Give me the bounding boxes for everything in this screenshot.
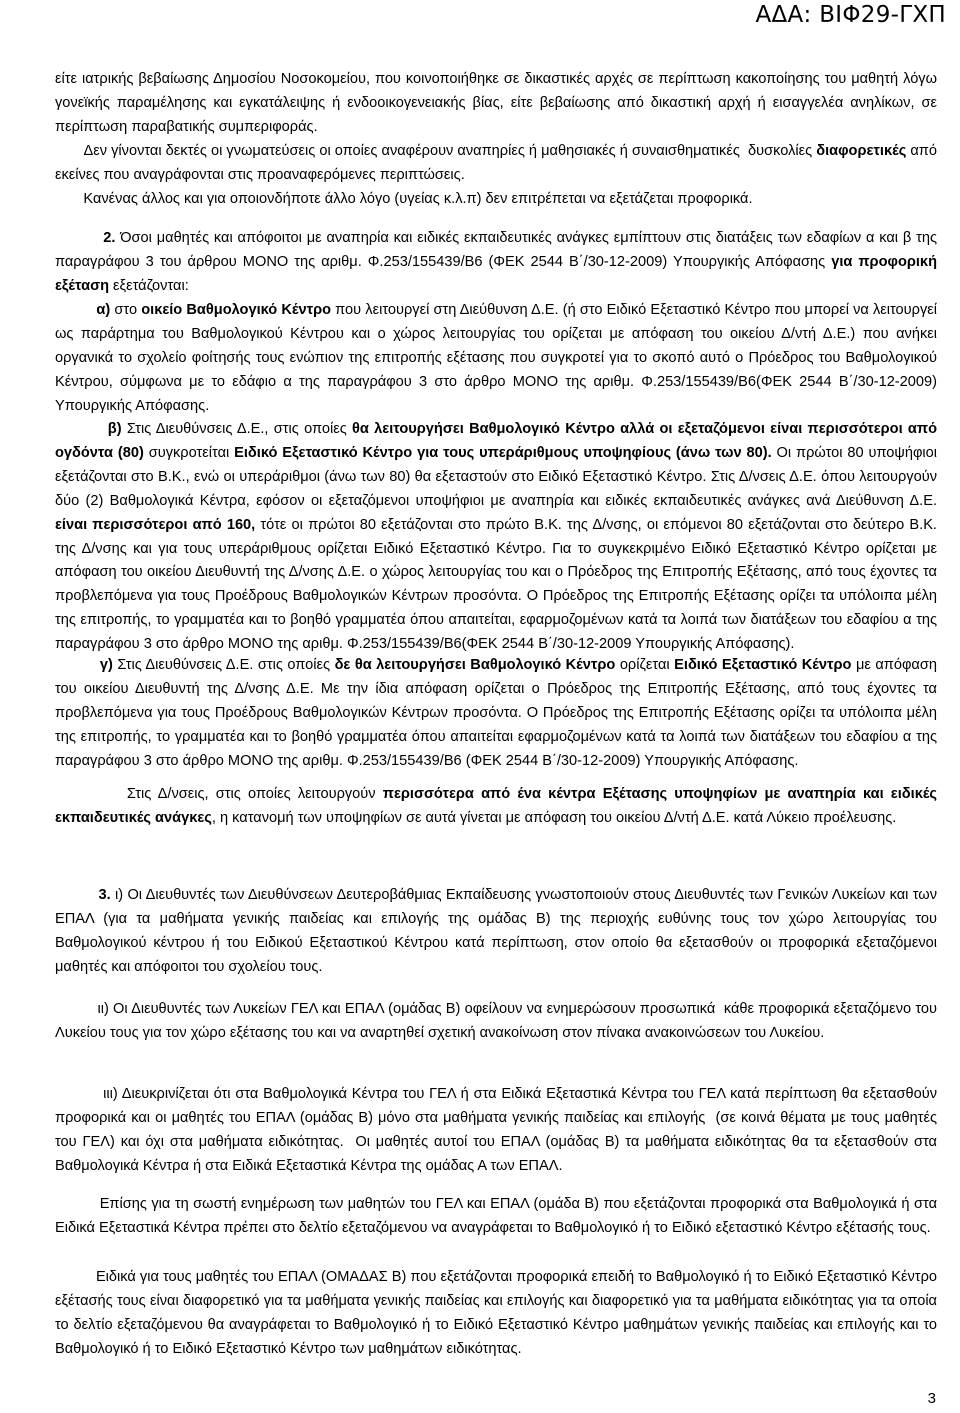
text-run: ιιι) Διευκρινίζεται ότι στα Βαθμολογικά Κέντρα του ΓΕΛ ή στα Ειδικά Εξεταστικά Κέντρα του ΓΕΛ κατά περίπτωση θα εξετασθούν προφορικά και οι μαθητές του ΕΠΑΛ (ομάδας Β) μόνο στα μαθήματα γενικής παιδείας και επιλογής (σε κοινά θέματα με τους μαθητές του ΓΕΛ) και όχι στα μαθήματα ειδικότητας. Οι μαθητές αυτοί του ΕΠΑΛ (ομάδας Β) τα μαθήματα ειδικότητας θα τα εξετασθούν στα Βαθμολογικά Κέντρα ή στα Ειδικά Εξεταστικά Κέντρα της ομάδας Α των ΕΠΑΛ. [55,1086,942,1174]
bold-run: είναι περισσότεροι από 160, [55,516,256,533]
text-run: εξετάζονται: [109,277,189,294]
text-run: , η κατανομή των υποψηφίων σε αυτά γίνεται με απόφαση του οικείου Δ/ντή Δ.Ε. κατά Λύκειο προέλευσης. [211,809,897,826]
paragraph-item-b [55,418,937,657]
bold-run: οικείο Βαθμολογικό Κέντρο [141,302,332,318]
text-run [55,230,103,246]
paragraph-no-other [55,188,937,212]
paragraph-item-3-ii [55,998,941,1046]
text-run: ι) Οι Διευθυντές των Διευθύνσεων Δευτεροβάθμιας Εκπαίδευσης γνωστοποιούν στους Διευθυντές των Γενικών Λυκείων και των ΕΠΑΛ (για τα μαθήματα γενικής παιδείας και επιλογής της ομάδας Β) της περιοχής ευθύνης τους τον χώρο λειτουργίας του Βαθμολογικού κέντρου ή του Ειδικού Εξεταστικού Κέντρου κατά περίπτωση, στον οποίο θα εξετασθούν οι προφορικά εξεταζόμενοι μαθητές και απόφοιτοι του σχολείου τους. [55,887,937,975]
page-number: 3 [927,1390,936,1407]
bold-run: δε θα λειτουργήσει Βαθμολογικό Κέντρο [334,657,616,673]
bold-run: 2. [103,230,116,246]
bold-run: β) [107,421,122,437]
text-run [55,887,98,903]
bold-run: γ) [99,657,113,673]
text-run: Ειδικά για τους μαθητές του ΕΠΑΛ (ΟΜΑΔΑΣ Β) που εξετάζονται προφορικά επειδή το Βαθμολογικό ή το Ειδικό Εξεταστικό Κέντρο εξέτασής τους είναι διαφορετικό για τα μαθήματα γενικής παιδείας και επιλογής και διαφορετικό για τα μαθήματα ειδικότητας για τα οποία το δελτίο εξεταζόμενου θα αναγράφεται το Βαθμολογικό ή το Ειδικό Εξεταστικό Κέντρο μαθημάτων γενικής παιδείας και επιλογής και το Βαθμολογικό ή το Ειδικό Εξεταστικό Κέντρο των μαθημάτων ειδικότητας. [55,1269,942,1357]
paragraph-multiple-centers [55,783,937,831]
bold-run: διαφορετικές [816,143,907,159]
bold-run: α) [96,302,111,318]
text-run: ορίζεται [615,657,675,673]
text-run: Όσοι μαθητές και απόφοιτοι με αναπηρία και ειδικές εκπαιδευτικές ανάγκες εμπίπτουν στις διατάξεις των εδαφίων α και β της παραγράφου 3 του άρθρου ΜΟΝΟ της αριθμ. Φ.253/155439/Β6 (ΦΕΚ 2544 Β΄/30-12-2009) Υπουργικής Απόφασης [55,230,938,270]
text-run: συγκροτείται [143,444,235,461]
paragraph-medical-certificate [55,68,937,140]
text-run: ιι) Οι Διευθυντές των Λυκείων ΓΕΛ και ΕΠΑΛ (ομάδας Β) οφείλουν να ενημερώσουν προσωπικά κάθε προφορικά εξεταζόμενο του Λυκείου τους για τον χώρο εξέτασης του και να αναρτηθεί σχετική ανακοίνωση στον πίνακα ανακοινώσεων του Λυκείου. [55,1001,941,1041]
paragraph-item-3-i [55,884,937,980]
paragraph-not-accepted [55,140,937,188]
text-run [55,302,96,318]
paragraph-information [55,1193,942,1241]
text-run [55,657,100,673]
text-run: Στις Διευθύνσεις Δ.Ε., στις οποίες [121,421,353,437]
text-run: τότε οι πρώτοι 80 εξετάζονται στο πρώτο Β.Κ. της Δ/νσης, οι επόμενοι 80 εξετάζονται στο δεύτερο Β.Κ. της Δ/νσης και για τους υπεράριθμους ορίζεται Ειδικό Εξεταστικό Κέντρο. Για το συγκεκριμένο Ειδικό Εξεταστικό Κέντρο ορίζεται με απόφαση του οικείου Διευθυντή της Δ/νσης Δ.Ε. ο χώρος λειτουργίας του και ο Πρόεδρος της Επιτροπής Εξέτασης, από τους έχοντες τα προβλεπόμενα για τους Προέδρους Βαθμολογικών Κέντρων προσόντα. Ο Πρόεδρος της Επιτροπής Εξέτασης ορίζει τα υπόλοιπα μέλη της επιτροπής, το γραμματέα και το βοηθό γραμματέα όπου απαιτείται, εφαρμοζομένων κατά τα λοιπά των διατάξεων του εδαφίου α της παραγράφου 3 στο άρθρο ΜΟΝΟ της αριθμ. Φ.253/155439/Β6(ΦΕΚ 2544 Β΄/30-12-2009 Υπουργικής Απόφασης). [55,516,937,653]
text-run: Οι πρώτοι 80 υποψήφιοι εξετάζονται στο Β.Κ., ενώ οι υπεράριθμοι (άνω των 80) θα εξεταστούν στο Ειδικό Εξεταστικό Κέντρο. Στις Δ/νσεις Δ.Ε. όπου λειτουργούν δύο (2) Βαθμολογικά Κέντρα, εφόσον οι εξεταζόμενοι υποψήφιοι με αναπηρία και ειδικές εκπαιδευτικές ανάγκες ανά Διεύθυνση Δ.Ε. [55,444,938,509]
bold-run: θα λειτουργήσει Βαθμολογικό Κέντρο αλλά οι εξεταζόμενοι είναι περισσότεροι από ογδόντα (80) [55,421,937,461]
paragraph-item-2 [55,227,937,299]
text-run [55,421,108,437]
text-run: Στις Διευθύνσεις Δ.Ε. στις οποίες [112,657,335,673]
paragraph-item-a [55,299,937,419]
paragraph-item-c [55,654,937,774]
text-run: στο [110,302,142,318]
bold-run: περισσότερα από ένα κέντρα Εξέτασης υποψηφίων με αναπηρία και ειδικές εκπαιδευτικές ανάγκες [55,786,938,826]
bold-run: Ειδικό Εξεταστικό Κέντρο για τους υπεράριθμους υποψηφίους (άνω των 80). [234,444,772,461]
text-run: είτε ιατρικής βεβαίωσης Δημοσίου Νοσοκομείου, που κοινοποιήθηκε σε δικαστικές αρχές σε περίπτωση κακοποίησης του μαθητή λόγω γονεϊκής παραμέλησης και εγκατάλειψης ή ενδοοικογενειακής βίας, είτε βεβαίωσης από δικαστική αρχή ή εισαγγελέα ανηλίκων, σε περίπτωση παραβατικής συμπεριφοράς. [55,71,937,135]
text-run: με απόφαση του οικείου Διευθυντή της Δ/νσης Δ.Ε. Με την ίδια απόφαση ορίζεται ο Πρόεδρος της Επιτροπής Εξέτασης, από τους έχοντες τα προβλεπόμενα για τους Προέδρους Βαθμολογικών Κέντρων προσόντα. Ο Πρόεδρος της Επιτροπής Εξέτασης ορίζει τα υπόλοιπα μέλη της επιτροπής, το γραμματέα και το βοηθό γραμματέα όπου απαιτείται εφαρμοζομένων κατά τα λοιπά των διατάξεων του εδαφίου α της παραγράφου 3 στο άρθρο ΜΟΝΟ της αριθμ. Φ.253/155439/Β6 (ΦΕΚ 2544 Β΄/30-12-2009) Υπουργικής Απόφασης. [55,657,937,769]
text-run: Επίσης για τη σωστή ενημέρωση των μαθητών του ΓΕΛ και ΕΠΑΛ (ομάδα Β) που εξετάζονται προφορικά στα Βαθμολογικά ή στα Ειδικά Εξεταστικά Κέντρα πρέπει στο δελτίο εξεταζόμενου να αναγράφεται το Βαθμολογικό ή το Ειδικό εξεταστικό Κέντρο εξέτασής τους. [55,1196,942,1236]
ada-code: ΑΔΑ: ΒΙΦ29-ΓΧΠ [755,2,946,28]
paragraph-item-3-iii [55,1083,942,1179]
paragraph-epal-specific [55,1266,942,1362]
bold-run: για προφορική εξέταση [55,253,937,294]
text-run: Δεν γίνονται δεκτές οι γνωματεύσεις οι οποίες αναφέρουν αναπηρίες ή μαθησιακές ή συναισθηματικές δυσκολίες [55,143,817,159]
text-run: Στις Δ/νσεις, στις οποίες λειτουργούν [55,786,383,802]
text-run: Κανένας άλλος και για οποιονδήποτε άλλο λόγο (υγείας κ.λ.π) δεν επιτρέπεται να εξετάζεται προφορικά. [55,191,753,207]
text-run: από εκείνες που αναγράφονται στις προαναφερόμενες περιπτώσεις. [55,143,937,183]
bold-run: 3. [98,887,111,903]
text-run: που λειτουργεί στη Διεύθυνση Δ.Ε. (ή στο Ειδικό Εξεταστικό Κέντρο που μπορεί να λειτουργεί ως παράρτημα του Βαθμολογικού Κέντρου και ο χώρος λειτουργίας του ορίζεται με απόφαση του οικείου Δ/ντή Δ.Ε.) που ανήκει οργανικά το σχολείο φοίτησής τους ενώπιον της επιτροπής εξέτασης που συγκροτεί για το σκοπό αυτό ο Πρόεδρος του Βαθμολογικού Κέντρου, σύμφωνα με το εδάφιο α της παραγράφου 3 στο άρθρο ΜΟΝΟ της αριθμ. Φ.253/155439/Β6(ΦΕΚ 2544 Β΄/30-12-2009) Υπουργικής Απόφασης. [55,302,938,414]
bold-run: Ειδικό Εξεταστικό Κέντρο [674,657,852,673]
